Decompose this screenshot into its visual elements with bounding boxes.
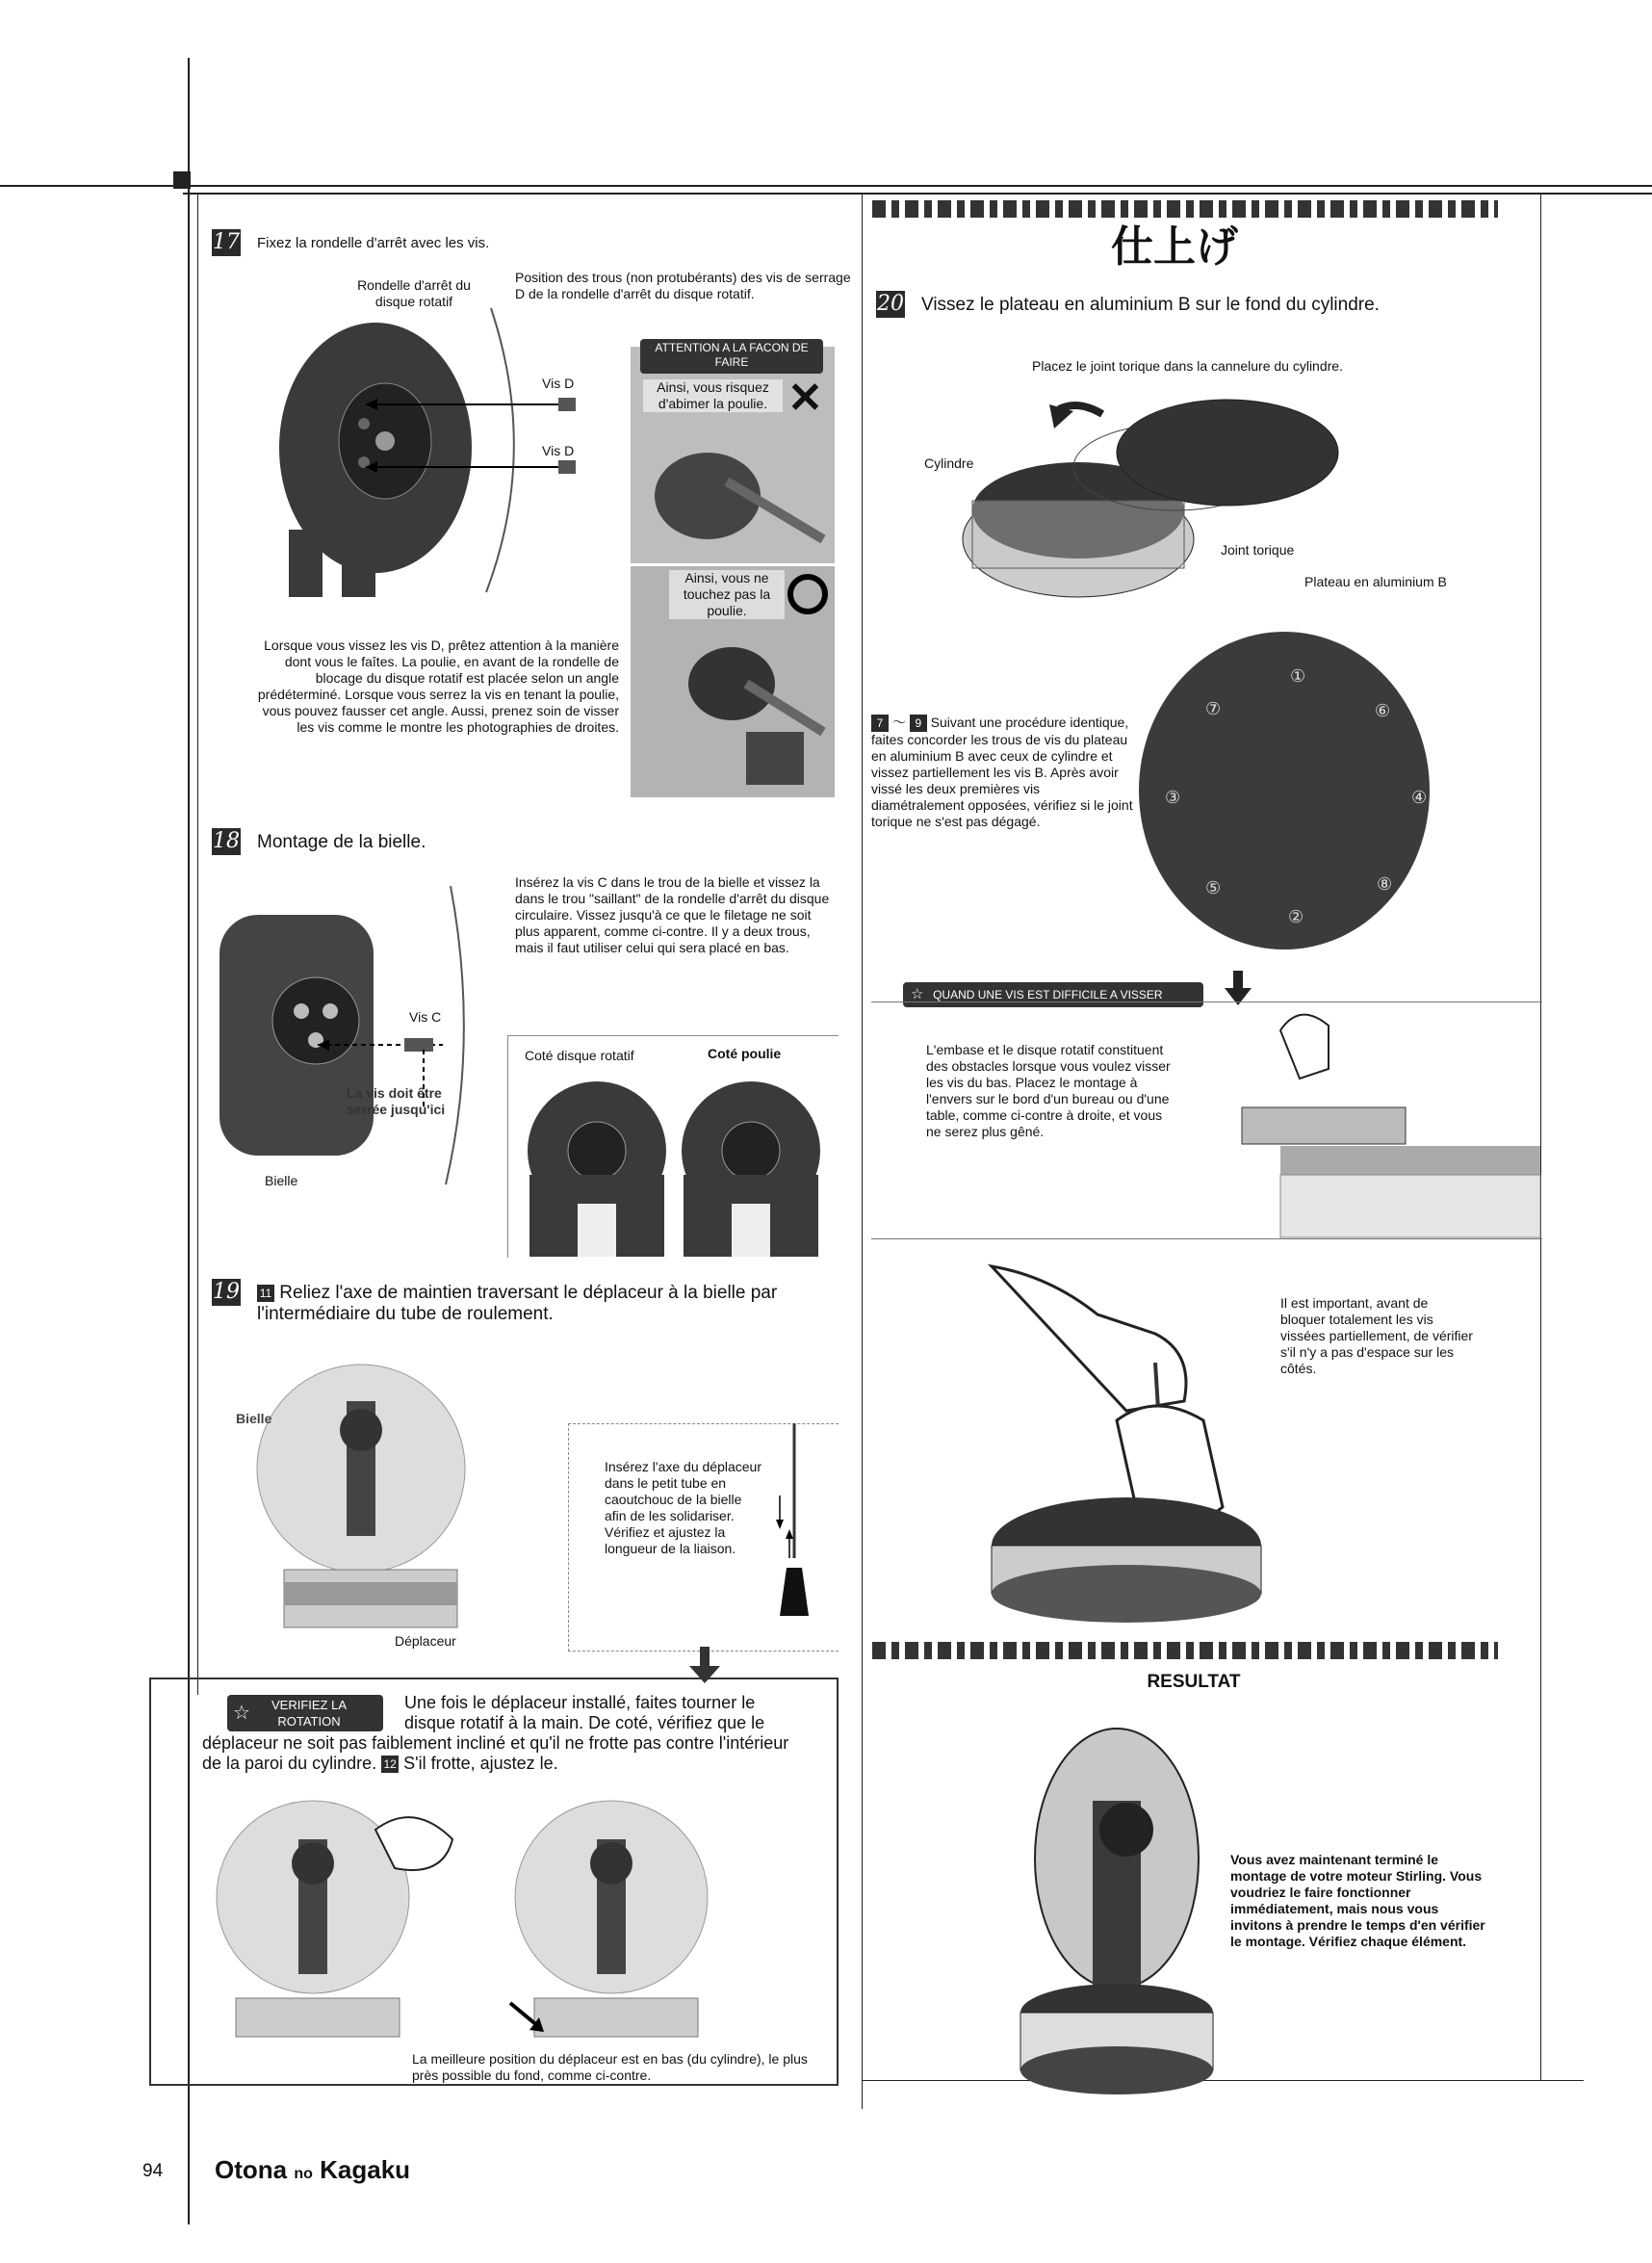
screw-hole-3: ③ [1165, 788, 1181, 807]
screw-hole-6: ⑥ [1375, 701, 1391, 720]
cylindre-label: Cylindre [924, 455, 974, 471]
step-17-number: 17 [213, 230, 240, 254]
joint-cannelure-label: Placez le joint torique dans la cannelure du cylindre. [1032, 358, 1343, 374]
screw-hole-4: ④ [1411, 788, 1428, 807]
verify-text [202, 1693, 799, 1774]
frame-top-line-inner [183, 193, 1652, 195]
step-20-number: 20 [877, 292, 904, 316]
rondelle-label: Rondelle d'arrêt du disque rotatif [357, 277, 471, 309]
step-19-ref: 11 [257, 1285, 274, 1302]
decor-band-result [872, 1642, 1498, 1659]
vis-d-label-2: Vis D [542, 443, 575, 458]
result-title: RESULTAT [1147, 1672, 1241, 1692]
proc-tilde: 〜 [891, 715, 906, 730]
verify-badge-text: VERIFIEZ LA ROTATION [271, 1698, 348, 1729]
frame-center-line [862, 193, 863, 2109]
step-18-number: 18 [213, 829, 240, 853]
circle-ok-icon [787, 574, 828, 614]
step-20-title: Vissez le plateau en aluminium B sur le fond du cylindre. [921, 295, 1380, 315]
hand-screwdriver-diagram [972, 1257, 1261, 1623]
frame-top-line [0, 185, 1652, 187]
step-19-title-text: Reliez l'axe de maintien traversant le déplaceur à la bielle par l'intermédiaire du tube de roulement. [257, 1283, 778, 1324]
aluminium-plate [1139, 632, 1430, 949]
result-text: Vous avez maintenant terminé le montage de votre moteur Stirling. Vous voudriez le faire fonctionner immédiatement, mais nous vous invitons à prendre le temps d'en vérifier le montage. Vérifiez chaque élément. [1230, 1852, 1485, 1949]
frame-corner-mark [173, 171, 191, 189]
insert-axis-text: Insérez l'axe du déplaceur dans le petit tube en caoutchouc de la bielle afin de les solidariser. Vérifiez et ajustez la longueur de la liaison. [605, 1459, 761, 1556]
cote-poulie-label: Coté poulie [708, 1046, 782, 1061]
frame-left-inner [197, 193, 198, 1695]
screwdriver-sketch-good [640, 626, 833, 790]
screw-hole-7: ⑦ [1205, 699, 1222, 718]
brand-suffix: Kagaku [320, 2155, 411, 2184]
screw-hole-5: ⑤ [1205, 878, 1222, 897]
star-icon: ☆ [233, 1703, 250, 1724]
screw-arrows [366, 390, 587, 477]
verify-spacer [202, 1693, 404, 1731]
cote-comparison-diagram [510, 1069, 838, 1257]
important-text: Il est important, avant de bloquer totalement les vis vissées partiellement, de vérifier s'il n'y a pas d'espace sur les côtés. [1280, 1295, 1473, 1376]
screw-hole-8: ⑧ [1377, 874, 1393, 894]
stirling-engine-illustration [1001, 1724, 1232, 2099]
brand-mid: no [294, 2166, 313, 2182]
step-18-title: Montage de la bielle. [257, 832, 426, 852]
verify-ref: 12 [381, 1756, 399, 1773]
vis-c-label: Vis C [409, 1009, 442, 1025]
bielle-label-18: Bielle [265, 1173, 298, 1188]
table-edge-diagram [1223, 1001, 1540, 1237]
step-17-note: Lorsque vous vissez les vis D, prêtez attention à la manière dont vous le faîtes. La poulie, en avant de la rondelle de blocage du disque rotatif est placée selon un angle prédéterminé. Lorsque vous serrez la vis en tenant la poulie, vous pouvez fausser cet angle. Aussi, prenez soin de visser les vis comme le montre les photographies de droites. [257, 637, 619, 735]
screw-depth-label: La vis doit être serrée jusqu'ici [347, 1085, 446, 1117]
cylinder-assembly-diagram [934, 390, 1415, 660]
vis-d-label-1: Vis D [542, 376, 575, 391]
star-icon-2: ☆ [911, 986, 924, 1002]
proc-ref-a: 7 [871, 715, 889, 732]
screw-hole-1: ① [1290, 666, 1306, 686]
step-19-title [257, 1283, 835, 1325]
joint-torique-label: Joint torique [1221, 542, 1295, 558]
cross-icon: ✕ [787, 375, 823, 422]
cote-disque-label: Coté disque rotatif [525, 1048, 634, 1063]
proc-text: Suivant une procédure identique, faites concorder les trous de vis du plateau en aluminium B avec ceux de cylindre et vissez partiellement les vis B. Après avoir vissé les deux premières vis diamétralement opposées, vérifiez si le joint torique ne s'est pas dégagé. [871, 715, 1133, 830]
brand-prefix: Otona [215, 2155, 288, 2184]
hard-screw-text: L'embase et le disque rotatif constituent des obstacles lorsque vous voulez visser les vis du bas. Placez le montage à l'envers sur le bord d'un bureau ou d'une table, comme ci-contre à droite, et vous ne serez plus gêné. [926, 1042, 1171, 1139]
step-18-instruction: Insérez la vis C dans le trou de la bielle et vissez la dans le trou "saillant" de la rondelle d'arrêt du disque circulaire. Vissez jusqu'à ce que le filetage ne soit plus apparent, comme ci-contre. Il y a deux trous, mais il faut utiliser celui qui sera placé en bas. [515, 874, 830, 955]
screw-hole-2: ② [1288, 907, 1304, 926]
page-number: 94 [142, 2161, 164, 2181]
bad-way-text: Ainsi, vous risquez d'abimer la poulie. [643, 379, 783, 412]
rotation-check-diagram [221, 1801, 722, 2037]
decor-band-top [872, 200, 1498, 218]
step-19-number: 19 [213, 1280, 240, 1304]
attention-badge: ATTENTION A LA FACON DE FAIRE [640, 339, 823, 374]
screwdriver-sketch-bad [640, 424, 833, 559]
finishing-title: 仕上げ [1111, 223, 1238, 271]
procedure-block [871, 715, 1133, 830]
position-label: Position des trous (non protubérants) des vis de serrage D de la rondelle d'arrêt du disque rotatif. [515, 270, 851, 301]
axis-diagram [761, 1423, 828, 1645]
good-way-text: Ainsi, vous ne touchez pas la poulie. [669, 570, 785, 619]
bielle-label-19: Bielle [236, 1411, 272, 1426]
brand-name [215, 2155, 410, 2185]
step-17-title: Fixez la rondelle d'arrêt avec les vis. [257, 235, 490, 251]
verify-text-main: Une fois le déplaceur installé, faites tourner le disque rotatif à la main. De coté, vérifiez que le déplaceur ne soit pas faiblement incliné et qu'il ne frotte pas contre l'intérieur de la paroi du cylindre. [202, 1693, 789, 1773]
proc-ref-b: 9 [910, 715, 927, 732]
verify-text-end: S'il frotte, ajustez le. [403, 1754, 558, 1773]
hard-screw-title: QUAND UNE VIS EST DIFFICILE A VISSER [933, 988, 1163, 1001]
plateau-label: Plateau en aluminium B [1304, 574, 1447, 589]
deplaceur-label: Déplaceur [395, 1633, 456, 1649]
deplaceur-assembly-diagram [236, 1363, 477, 1637]
verify-caption: La meilleure position du déplaceur est en bas (du cylindre), le plus près possible du fond, comme ci-contre. [412, 2051, 808, 2083]
